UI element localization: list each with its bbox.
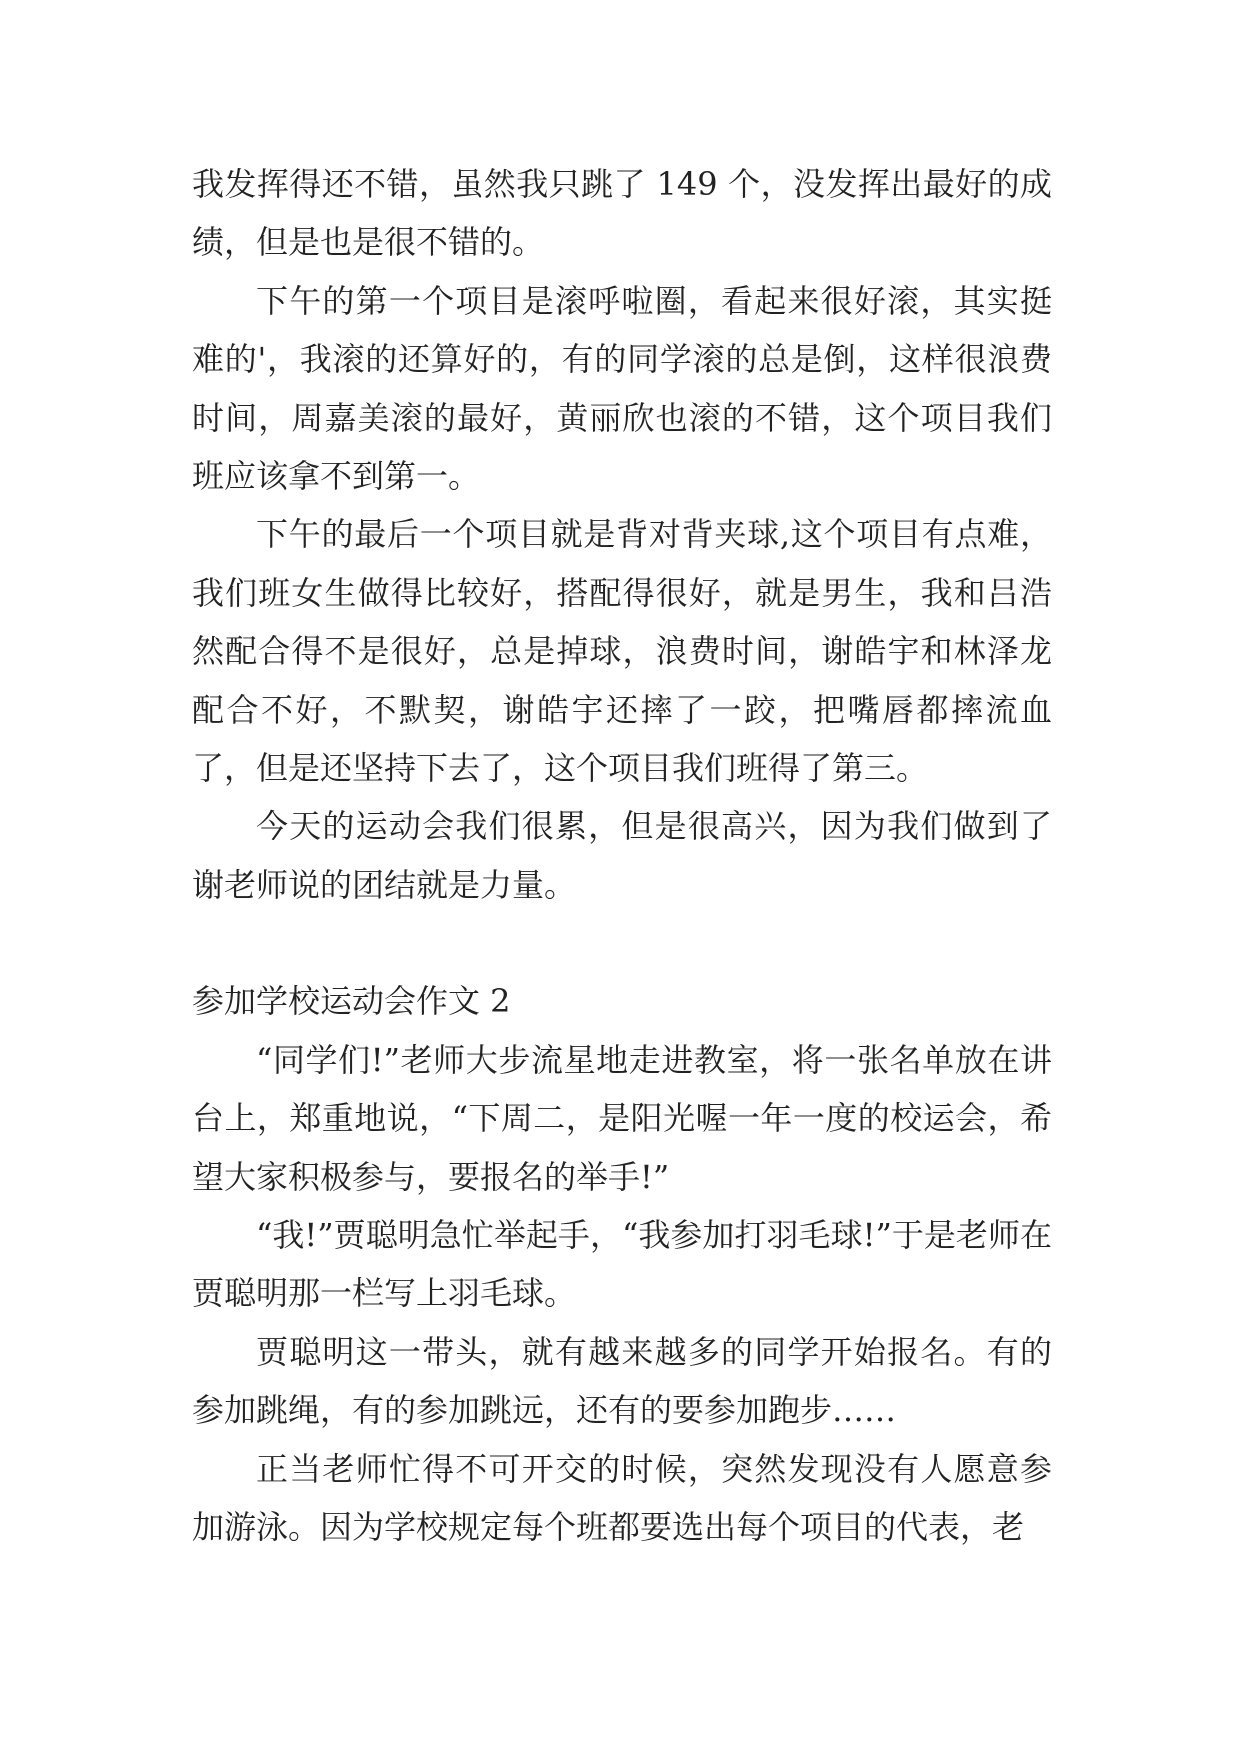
paragraph-5: “同学们!”老师大步流星地走进教室，将一张名单放在讲台上，郑重地说，“下周二，是阳光喔一年一度的校运会，希望大家积极参与，要报名的举手!” bbox=[192, 1040, 1052, 1196]
paragraph-1: 我发挥得还不错，虽然我只跳了 149 个，没发挥出最好的成绩，但是也是很不错的。 bbox=[192, 165, 1052, 262]
paragraph-3: 下午的最后一个项目就是背对背夹球,这个项目有点难，我们班女生做得比较好，搭配得很好，就是男生，我和吕浩然配合得不是很好，总是掉球，浪费时间，谢皓宇和林泽龙配合不好，不默契，谢皓宇还摔了一跤，把嘴唇都摔流血了，但是还坚持下去了，这个项目我们班得了第三。 bbox=[192, 515, 1052, 788]
paragraph-7: 贾聪明这一带头，就有越来越多的同学开始报名。有的参加跳绳，有的参加跳远，还有的要参加跑步…… bbox=[192, 1332, 1052, 1430]
paragraph-2: 下午的第一个项目是滚呼啦圈，看起来很好滚，其实挺难的'，我滚的还算好的，有的同学滚的总是倒，这样很浪费时间，周嘉美滚的最好，黄丽欣也滚的不错，这个项目我们班应该拿不到第一。 bbox=[192, 281, 1052, 496]
essay-title: 参加学校运动会作文 2 bbox=[192, 982, 511, 1021]
paragraph-8: 正当老师忙得不可开交的时候，突然发现没有人愿意参加游泳。因为学校规定每个班都要选出每个项目的代表，老 bbox=[192, 1449, 1052, 1546]
paragraph-6: “我!”贾聪明急忙举起手，“我参加打羽毛球!”于是老师在贾聪明那一栏写上羽毛球。 bbox=[192, 1215, 1052, 1313]
paragraph-4: 今天的运动会我们很累，但是很高兴，因为我们做到了谢老师说的团结就是力量。 bbox=[192, 807, 1052, 904]
document-body bbox=[192, 155, 1052, 1556]
